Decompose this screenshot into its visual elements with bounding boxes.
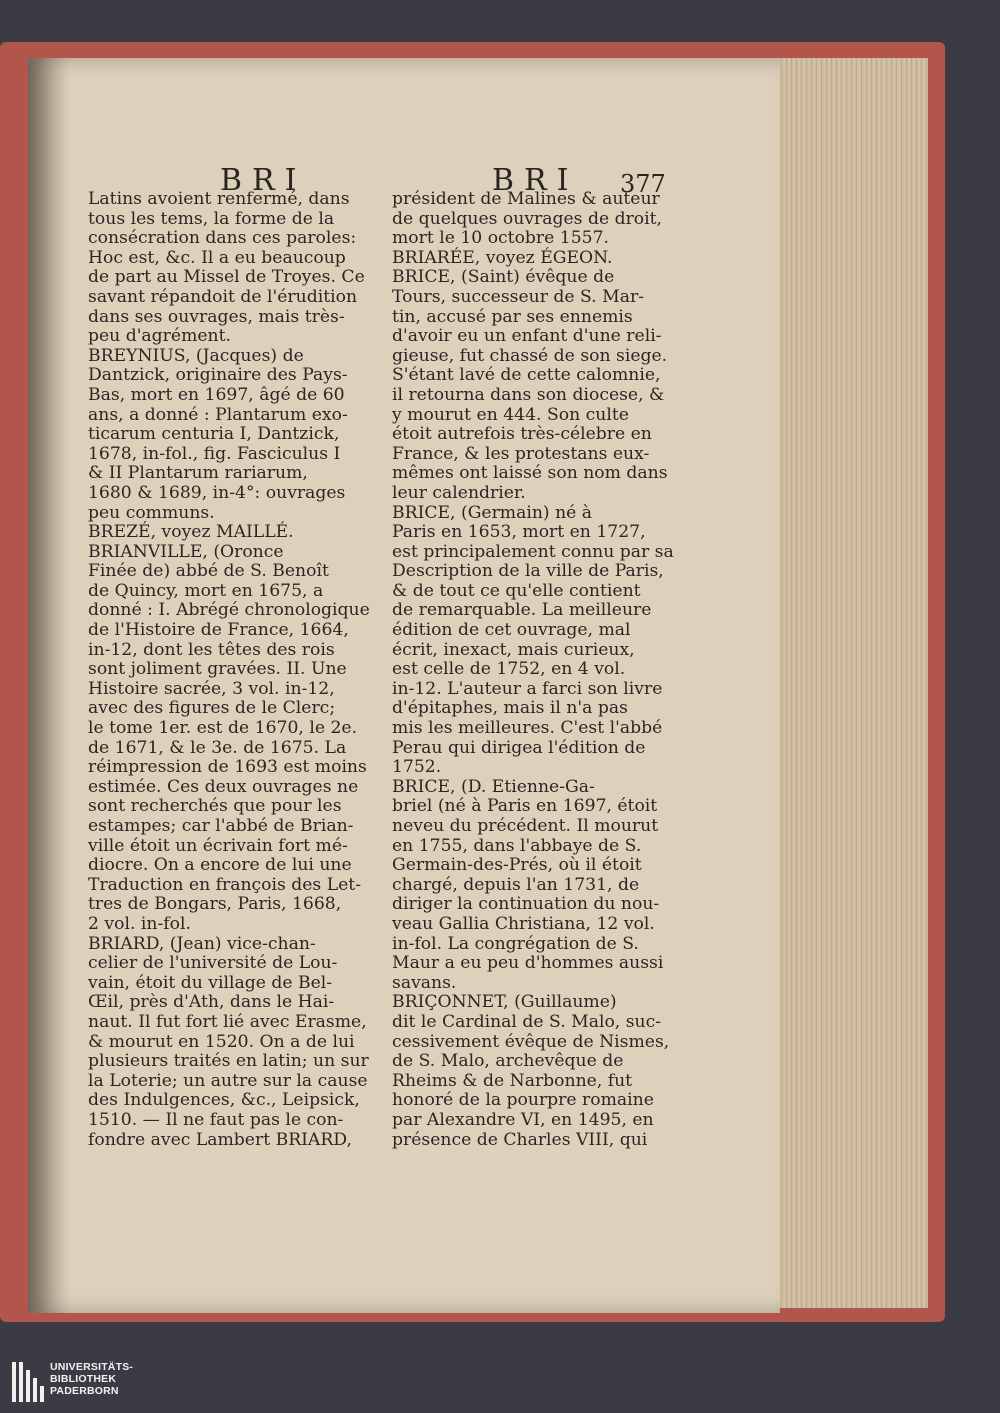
text-line: consécration dans ces paroles: (88, 228, 357, 249)
text-line: BRIANVILLE, (Oronce (88, 541, 284, 562)
text-line: Description de la ville de Paris, (392, 561, 664, 582)
text-line: BRICE, (D. Etienne-Ga- (392, 776, 595, 797)
text-line: Maur a eu peu d'hommes aussi (392, 953, 664, 974)
text-line: 1752. (392, 757, 442, 778)
logo-line: PADERBORN (50, 1385, 119, 1397)
text-line: Rheims & de Narbonne, fut (392, 1070, 633, 1091)
text-line: d'avoir eu un enfant d'une reli- (392, 326, 662, 347)
text-line: le tome 1er. est de 1670, le 2e. (88, 718, 358, 739)
text-line: tres de Bongars, Paris, 1668, (88, 894, 342, 915)
text-line: Traduction en françois des Let- (88, 874, 362, 895)
running-head-right: BRI (492, 163, 579, 198)
text-line: 1678, in-fol., fig. Fasciculus I (88, 443, 341, 464)
text-line: de l'Histoire de France, 1664, (88, 620, 349, 641)
text-line: étoit autrefois très-célebre en (392, 424, 652, 445)
text-line: fondre avec Lambert BRIARD, (88, 1129, 352, 1150)
text-line: mort le 10 octobre 1557. (392, 228, 609, 249)
text-line: savans. (392, 972, 457, 993)
text-line: Germain-des-Prés, où il étoit (392, 855, 642, 876)
text-line: présence de Charles VIII, qui (392, 1129, 648, 1150)
text-line: & de tout ce qu'elle contient (392, 580, 641, 601)
text-line: de remarquable. La meilleure (392, 600, 652, 621)
text-line: tous les tems, la forme de la (88, 208, 335, 229)
text-line: Bas, mort en 1697, âgé de 60 (88, 384, 345, 405)
text-line: diriger la continuation du nou- (392, 894, 660, 915)
text-line: Œil, près d'Ath, dans le Hai- (88, 992, 335, 1013)
text-line: sont joliment gravées. II. Une (88, 659, 347, 680)
text-line: & mourut en 1520. On a de lui (88, 1031, 355, 1052)
text-line: édition de cet ouvrage, mal (392, 620, 631, 641)
page-edges (778, 58, 928, 1308)
text-line: Finée de) abbé de S. Benoît (88, 561, 329, 582)
text-line: ans, a donné : Plantarum exo- (88, 404, 348, 425)
text-line: BRICE, (Saint) évêque de (392, 267, 615, 288)
text-line: S'étant lavé de cette calomnie, (392, 365, 661, 386)
text-line: tin, accusé par ses ennemis (392, 306, 633, 327)
text-line: mis les meilleures. C'est l'abbé (392, 718, 663, 739)
text-line: écrit, inexact, mais curieux, (392, 639, 635, 660)
text-line: est principalement connu par sa (392, 541, 674, 562)
text-line: avec des figures de le Clerc; (88, 698, 336, 719)
text-line: in-12, dont les têtes des rois (88, 639, 335, 660)
text-line: donné : I. Abrégé chronologique (88, 600, 370, 621)
text-line: chargé, depuis l'an 1731, de (392, 874, 640, 895)
text-line: gieuse, fut chassé de son siege. (392, 345, 668, 366)
text-line: de quelques ouvrages de droit, (392, 208, 663, 229)
text-line: mêmes ont laissé son nom dans (392, 463, 668, 484)
text-line: & II Plantarum rariarum, (88, 463, 308, 484)
text-line: Latins avoient renfermé, dans (88, 189, 350, 209)
text-line: président de Malines & auteur (392, 189, 660, 209)
text-line: BREZÉ, voyez MAILLÉ. (88, 522, 294, 543)
text-line: peu d'agrément. (88, 326, 231, 347)
text-line: neveu du précédent. Il mourut (392, 816, 659, 836)
text-line: savant répandoit de l'érudition (88, 286, 358, 307)
text-line: y mourut en 444. Son culte (392, 404, 629, 425)
text-line: Histoire sacrée, 3 vol. in-12, (88, 678, 335, 699)
text-line: briel (né à Paris en 1697, étoit (392, 796, 658, 817)
running-head-left: BRI (220, 163, 307, 198)
text-line: Tours, successeur de S. Mar- (392, 286, 644, 307)
text-line: Dantzick, originaire des Pays- (88, 365, 348, 386)
text-line: de 1671, & le 3e. de 1675. La (88, 737, 347, 758)
text-line: BRIARÉE, voyez ÉGEON. (392, 247, 613, 268)
text-line: veau Gallia Christiana, 12 vol. (392, 913, 655, 934)
text-line: naut. Il fut fort lié avec Erasme, (88, 1011, 367, 1032)
text-line: 2 vol. in-fol. (88, 913, 191, 934)
text-line: de S. Malo, archevêque de (392, 1051, 624, 1072)
library-logo-text (50, 1361, 133, 1397)
text-line: estimée. Ces deux ouvrages ne (88, 776, 359, 797)
text-line: BRIARD, (Jean) vice-chan- (88, 933, 316, 954)
text-line: par Alexandre VI, en 1495, en (392, 1109, 654, 1130)
text-line: Paris en 1653, mort en 1727, (392, 522, 646, 543)
text-line: réimpression de 1693 est moins (88, 757, 367, 778)
text-line: ville étoit un écrivain fort mé- (88, 835, 348, 856)
page-number: 377 (620, 170, 666, 198)
text-line: 1510. — Il ne faut pas le con- (88, 1109, 344, 1130)
text-line: BREYNIUS, (Jacques) de (88, 345, 304, 366)
text-line: leur calendrier. (392, 482, 526, 503)
text-line: est celle de 1752, en 4 vol. (392, 659, 626, 680)
text-line: sont recherchés que pour les (88, 796, 342, 817)
left-text-column (88, 190, 380, 1150)
text-line: la Loterie; un autre sur la cause (88, 1070, 368, 1091)
right-text-column (392, 189, 674, 1150)
text-line: diocre. On a encore de lui une (88, 855, 352, 876)
library-logo-icon (12, 1362, 44, 1404)
text-line: dans ses ouvrages, mais très- (88, 306, 345, 327)
text-line: Hoc est, &c. Il a eu beaucoup (88, 247, 346, 268)
logo-line: UNIVERSITÄTS- (50, 1361, 134, 1373)
text-line: in-12. L'auteur a farci son livre (392, 678, 663, 699)
text-line: vain, étoit du village de Bel- (88, 972, 333, 993)
text-line: 1680 & 1689, in-4°: ouvrages (88, 482, 346, 503)
text-line: estampes; car l'abbé de Brian- (88, 816, 354, 836)
text-line: dit le Cardinal de S. Malo, suc- (392, 1011, 662, 1032)
logo-line: BIBLIOTHEK (50, 1373, 117, 1385)
text-line: France, & les protestans eux- (392, 443, 650, 464)
text-line: peu communs. (88, 502, 215, 523)
text-line: BRICE, (Germain) né à (392, 502, 593, 523)
text-line: BRIÇONNET, (Guillaume) (392, 992, 617, 1013)
text-line: de part au Missel de Troyes. Ce (88, 267, 365, 288)
text-line: honoré de la pourpre romaine (392, 1090, 654, 1111)
text-line: de Quincy, mort en 1675, a (88, 580, 324, 601)
text-line: ticarum centuria I, Dantzick, (88, 424, 340, 445)
text-line: il retourna dans son diocese, & (392, 384, 665, 405)
gutter-shadow (28, 58, 70, 1313)
text-line: cessivement évêque de Nismes, (392, 1031, 670, 1052)
text-line: Perau qui dirigea l'édition de (392, 737, 646, 758)
text-line: plusieurs traités en latin; un sur (88, 1051, 369, 1072)
text-line: d'épitaphes, mais il n'a pas (392, 698, 628, 719)
text-line: des Indulgences, &c., Leipsick, (88, 1090, 360, 1111)
text-line: en 1755, dans l'abbaye de S. (392, 835, 642, 856)
text-line: celier de l'université de Lou- (88, 953, 338, 974)
text-line: in-fol. La congrégation de S. (392, 933, 639, 954)
